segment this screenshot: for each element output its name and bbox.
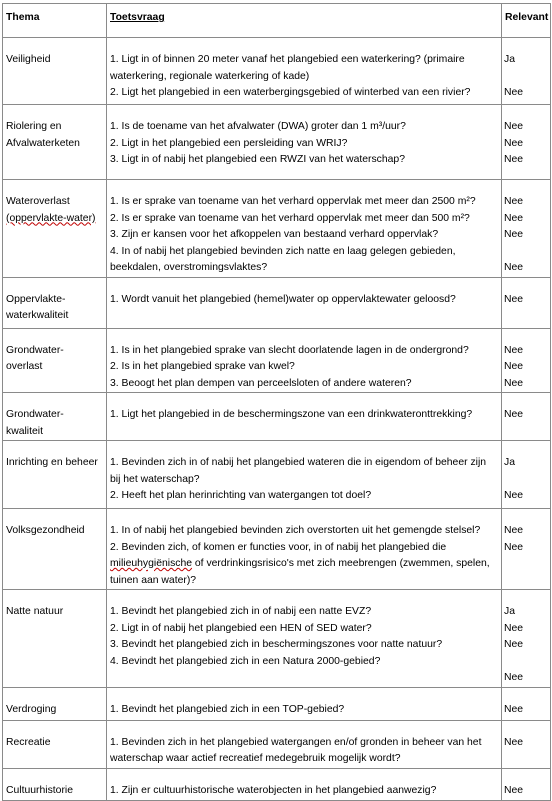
question-cell xyxy=(107,720,502,768)
question-text: 4. In of nabij het plangebied bevinden zich natte en laag gelegen gebieden, beekdalen, overstromingsvlaktes? xyxy=(110,245,456,273)
relevant-cell xyxy=(502,393,551,441)
theme-cell xyxy=(3,105,107,180)
question-text: 2. Ligt het plangebied in een waterbergingsgebied of winterbed van een rivier? xyxy=(110,87,471,98)
spellcheck-word: milieuhygiënische xyxy=(110,558,193,569)
question-cell xyxy=(107,393,502,441)
question-cell xyxy=(107,38,502,105)
table-row xyxy=(3,328,551,393)
theme-cell xyxy=(3,441,107,509)
relevant-value: Nee xyxy=(504,212,524,224)
relevant-cell xyxy=(502,105,551,180)
relevant-cell xyxy=(502,38,551,105)
relevant-value: Nee xyxy=(504,672,524,683)
theme-label: overlast xyxy=(6,361,43,372)
theme-cell xyxy=(3,509,107,590)
relevant-cell xyxy=(502,687,551,720)
relevant-value: Nee xyxy=(504,137,524,149)
relevant-value: Ja xyxy=(504,606,515,617)
relevant-value: Nee xyxy=(504,229,524,240)
question-cell xyxy=(107,590,502,688)
relevant-value: Nee xyxy=(504,736,524,748)
table-row xyxy=(3,590,551,688)
theme-label: Grondwater- xyxy=(6,344,64,356)
question-text: 2. Bevinden zich, of komen er functies voor, in of nabij het plangebied die milieuhygiënische of verdrinkingsrisico's met zich meebrengen (zwemmen, spelen, tuinen aan water)? xyxy=(110,541,490,586)
relevant-value: Nee xyxy=(504,639,524,650)
table-row xyxy=(3,38,551,105)
question-text: 1. Ligt het plangebied in de beschermingszone van een drinkwateronttrekking? xyxy=(110,409,473,420)
relevant-value xyxy=(504,69,549,86)
question-cell xyxy=(107,180,502,278)
theme-label: waterkwaliteit xyxy=(6,310,69,321)
relevant-value: Nee xyxy=(504,121,524,132)
theme-label: Cultuurhistorie xyxy=(6,784,73,796)
relevant-cell xyxy=(502,328,551,393)
theme-cell xyxy=(3,393,107,441)
question-text: 1. Is er sprake van toename van het verhard oppervlak met meer dan 2500 m²? xyxy=(110,196,476,207)
table-row xyxy=(3,105,551,180)
table-header-row xyxy=(3,4,551,38)
question-text: 2. Heeft het plan herinrichting van watergangen tot doel? xyxy=(110,490,372,501)
question-text: 2. Is in het plangebied sprake van kwel? xyxy=(110,361,295,372)
question-cell xyxy=(107,441,502,509)
relevant-value: Ja xyxy=(504,54,515,65)
water-assessment-document xyxy=(2,3,550,801)
relevant-value xyxy=(504,654,549,671)
table-row xyxy=(3,180,551,278)
relevant-value: Ja xyxy=(504,457,515,468)
table-row xyxy=(3,393,551,441)
relevant-value: Nee xyxy=(504,525,524,536)
relevant-value: Nee xyxy=(504,87,524,98)
relevant-value: Nee xyxy=(504,293,524,305)
theme-label: Oppervlakte- xyxy=(6,293,66,305)
theme-label: Inrichting en beheer xyxy=(6,457,98,468)
relevant-value: Nee xyxy=(504,784,524,796)
question-text: 1. Bevindt het plangebied zich in een TOP-gebied? xyxy=(110,703,345,715)
question-cell xyxy=(107,509,502,590)
relevant-value: Nee xyxy=(504,703,524,715)
question-text: 1. Wordt vanuit het plangebied (hemel)water op oppervlaktewater geloosd? xyxy=(110,293,456,305)
theme-cell xyxy=(3,38,107,105)
relevant-cell xyxy=(502,768,551,800)
theme-label: Riolering en xyxy=(6,121,62,132)
table-row xyxy=(3,277,551,328)
table-row xyxy=(3,509,551,590)
table-body xyxy=(3,38,551,801)
question-text: 1. Ligt in of binnen 20 meter vanaf het plangebied een waterkering? (primaire waterkering, regionale waterkering of kade) xyxy=(110,54,465,82)
relevant-value: Nee xyxy=(504,361,524,372)
theme-cell xyxy=(3,277,107,328)
question-text: 4. Bevindt het plangebied zich in een Natura 2000-gebied? xyxy=(110,655,381,667)
question-text: 2. Ligt in of nabij het plangebied een HEN of SED water? xyxy=(110,622,372,634)
question-text: 3. Zijn er kansen voor het afkoppelen van bestaand verhard oppervlak? xyxy=(110,229,439,240)
relevant-value xyxy=(504,472,549,489)
question-text: 1. Zijn er cultuurhistorische waterobjecten in het plangebied aanwezig? xyxy=(110,784,437,796)
relevant-value: Nee xyxy=(504,622,524,634)
question-text: 1. Bevinden zich in het plangebied watergangen en/of gronden in beheer van het waterschap waar actief recreatief medegebruik mogelijk wordt? xyxy=(110,736,482,764)
table-row xyxy=(3,768,551,800)
question-cell xyxy=(107,105,502,180)
relevant-cell xyxy=(502,441,551,509)
theme-cell xyxy=(3,720,107,768)
relevant-value: Nee xyxy=(504,344,524,356)
relevant-value: Nee xyxy=(504,541,524,553)
relevant-value: Nee xyxy=(504,377,524,389)
theme-cell xyxy=(3,590,107,688)
question-cell xyxy=(107,277,502,328)
question-text: 2. Is er sprake van toename van het verhard oppervlak met meer dan 500 m²? xyxy=(110,212,470,224)
table-row xyxy=(3,687,551,720)
question-text: 1. Bevindt het plangebied zich in of nabij een natte EVZ? xyxy=(110,606,372,617)
theme-cell xyxy=(3,180,107,278)
assessment-table xyxy=(2,3,551,801)
question-text: 1. Is in het plangebied sprake van slecht doorlatende lagen in de ondergrond? xyxy=(110,344,469,356)
header-relevant: Relevant xyxy=(502,4,551,38)
theme-label: Veiligheid xyxy=(6,54,51,65)
theme-label: kwaliteit xyxy=(6,425,43,437)
relevant-value xyxy=(504,244,549,261)
theme-label: (oppervlakte-water) xyxy=(6,212,96,224)
relevant-cell xyxy=(502,590,551,688)
header-question: Toetsvraag xyxy=(107,4,502,38)
relevant-value: Nee xyxy=(504,196,524,207)
header-theme: Thema xyxy=(3,4,107,38)
theme-cell xyxy=(3,328,107,393)
question-text: 1. Is de toename van het afvalwater (DWA) groter dan 1 m³/uur? xyxy=(110,121,406,132)
question-text: 2. Ligt in het plangebied een persleiding van WRIJ? xyxy=(110,137,348,149)
question-cell xyxy=(107,768,502,800)
relevant-cell xyxy=(502,277,551,328)
question-text: 3. Bevindt het plangebied zich in beschermingszones voor natte natuur? xyxy=(110,639,443,650)
relevant-value: Nee xyxy=(504,490,524,501)
table-row xyxy=(3,720,551,768)
theme-cell xyxy=(3,687,107,720)
question-text: 3. Ligt in of nabij het plangebied een RWZI van het waterschap? xyxy=(110,154,405,165)
theme-label: Recreatie xyxy=(6,736,51,748)
relevant-cell xyxy=(502,180,551,278)
relevant-cell xyxy=(502,509,551,590)
question-text: 3. Beoogt het plan dempen van perceelsloten of andere wateren? xyxy=(110,377,412,389)
question-text: 1. In of nabij het plangebied bevinden zich overstorten uit het gemengde stelsel? xyxy=(110,525,481,536)
theme-label: Verdroging xyxy=(6,703,57,715)
theme-label: Grondwater- xyxy=(6,409,64,420)
theme-label: Afvalwaterketen xyxy=(6,137,80,149)
relevant-cell xyxy=(502,720,551,768)
question-cell xyxy=(107,687,502,720)
question-cell xyxy=(107,328,502,393)
relevant-value: Nee xyxy=(504,262,524,273)
theme-label: Wateroverlast xyxy=(6,196,70,207)
theme-label: Volksgezondheid xyxy=(6,525,85,536)
table-row xyxy=(3,441,551,509)
relevant-value: Nee xyxy=(504,409,524,420)
question-text: 1. Bevinden zich in of nabij het plangebied wateren die in eigendom of beheer zijn bij het waterschap? xyxy=(110,457,487,485)
relevant-value: Nee xyxy=(504,154,524,165)
theme-cell xyxy=(3,768,107,800)
theme-label: Natte natuur xyxy=(6,606,64,617)
